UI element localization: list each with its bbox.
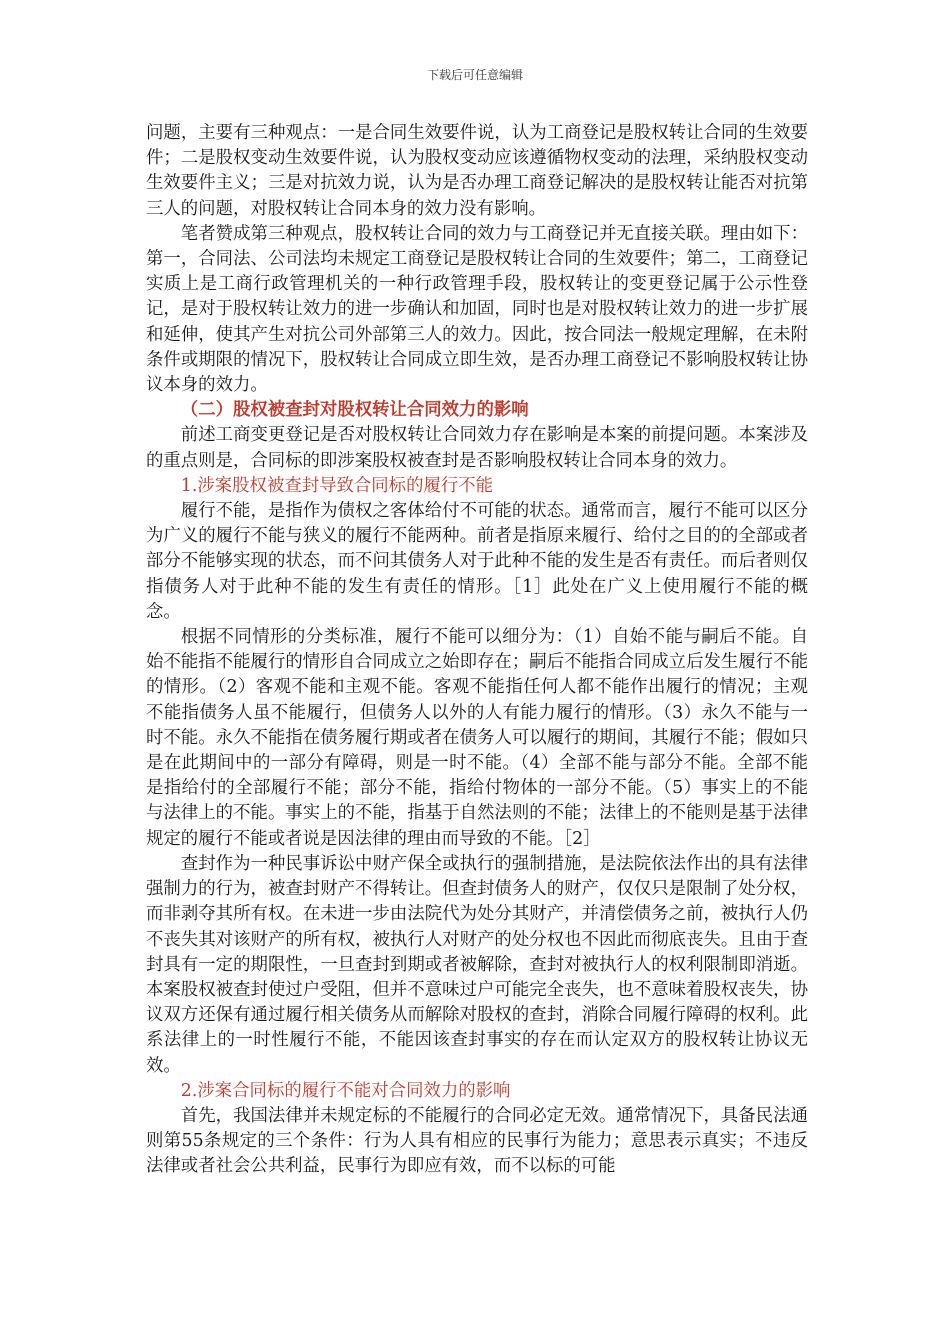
section-heading: 1.涉案股权被查封导致合同标的履行不能: [180, 475, 494, 496]
body-paragraph: 根据不同情形的分类标准，履行不能可以细分为：（1）自始不能与嗣后不能。自始不能指不能履行的情形自合同成立之始即存在；嗣后不能指合同成立后发生履行不能的情形。（2）客观不能和主观不能。客观不能指任何人都不能作出履行的情况；主观不能指债务人虽不能履行，但债务人以外的人有能力履行的情形。（3）永久不能与一时不能。永久不能指在债务履行期或者在债务人可以履行的期间，其履行不能；假如只是在此期间中的一部分有障碍，则是一时不能。（4）全部不能与部分不能。全部不能是指给付的全部履行不能；部分不能，指给付物体的一部分不能。（5）事实上的不能与法律上的不能。事实上的不能，指基于自然法则的不能；法律上的不能则是基于法律规定的履行不能或者说是因法律的理由而导致的不能。［2］: [146, 627, 808, 849]
body-paragraph: 前述工商变更登记是否对股权转让合同效力存在影响是本案的前提问题。本案涉及的重点则是，合同标的即涉案股权被查封是否影响股权转让合同本身的效力。: [146, 425, 808, 471]
body-paragraph: 问题，主要有三种观点：一是合同生效要件说，认为工商登记是股权转让合同的生效要件；二是股权变动生效要件说，认为股权变动应该遵循物权变动的法理，采纳股权变动生效要件主义；三是对抗效力说，认为是否办理工商登记解决的是股权转让能否对抗第三人的问题，对股权转让合同本身的效力没有影响。: [146, 123, 808, 219]
page-header: 下载后可任意编辑: [426, 68, 523, 82]
body-paragraph: 首先，我国法律并未规定标的不能履行的合同必定无效。通常情况下，具备民法通则第55条规定的三个条件：行为人具有相应的民事行为能力；意思表示真实；不违反法律或者社会公共利益，民事行为即应有效，而不以标的可能: [146, 1105, 808, 1177]
section-heading: 2.涉案合同标的履行不能对合同效力的影响: [180, 1080, 511, 1101]
body-paragraph: 笔者赞成第三种观点，股权转让合同的效力与工商登记并无直接关联。理由如下：第一，合同法、公司法均未规定工商登记是股权转让合同的生效要件；第二，工商登记实质上是工商行政管理机关的一种行政管理手段，股权转让的变更登记属于公示性登记，是对于股权转让效力的进一步确认和加固，同时也是对股权转让效力的进一步扩展和延伸，使其产生对抗公司外部第三人的效力。因此，按合同法一般规定理解，在未附条件或期限的情况下，股权转让合同成立即生效，是否办理工商登记不影响股权转让协议本身的效力。: [146, 223, 808, 396]
document-body: [146, 121, 808, 1180]
section-heading: （二）股权被查封对股权转让合同效力的影响: [180, 400, 529, 421]
body-paragraph: 履行不能，是指作为债权之客体给付不可能的状态。通常而言，履行不能可以区分为广义的履行不能与狭义的履行不能两种。前者是指原来履行、给付之目的的全部或者部分不能够实现的状态，而不问其债务人对于此种不能的发生是否有责任。而后者则仅指债务人对于此种不能的发生有责任的情形。［1］此处在广义上使用履行不能的概念。: [146, 501, 808, 622]
body-paragraph: 查封作为一种民事诉讼中财产保全或执行的强制措施，是法院依法作出的具有法律强制力的行为，被查封财产不得转让。但查封债务人的财产，仅仅只是限制了处分权，而非剥夺其所有权。在未进一步由法院代为处分其财产，并清偿债务之前，被执行人仍不丧失其对该财产的所有权，被执行人对财产的处分权也不因此而彻底丧失。且由于查封具有一定的期限性，一旦查封到期或者被解除，查封对被执行人的权利限制即消逝。本案股权被查封使过户受阻，但并不意味过户可能完全丧失，也不意味着股权丧失，协议双方还保有通过履行相关债务从而解除对股权的查封，消除合同履行障碍的权利。此系法律上的一时性履行不能，不能因该查封事实的存在而认定双方的股权转让协议无效。: [146, 853, 808, 1076]
